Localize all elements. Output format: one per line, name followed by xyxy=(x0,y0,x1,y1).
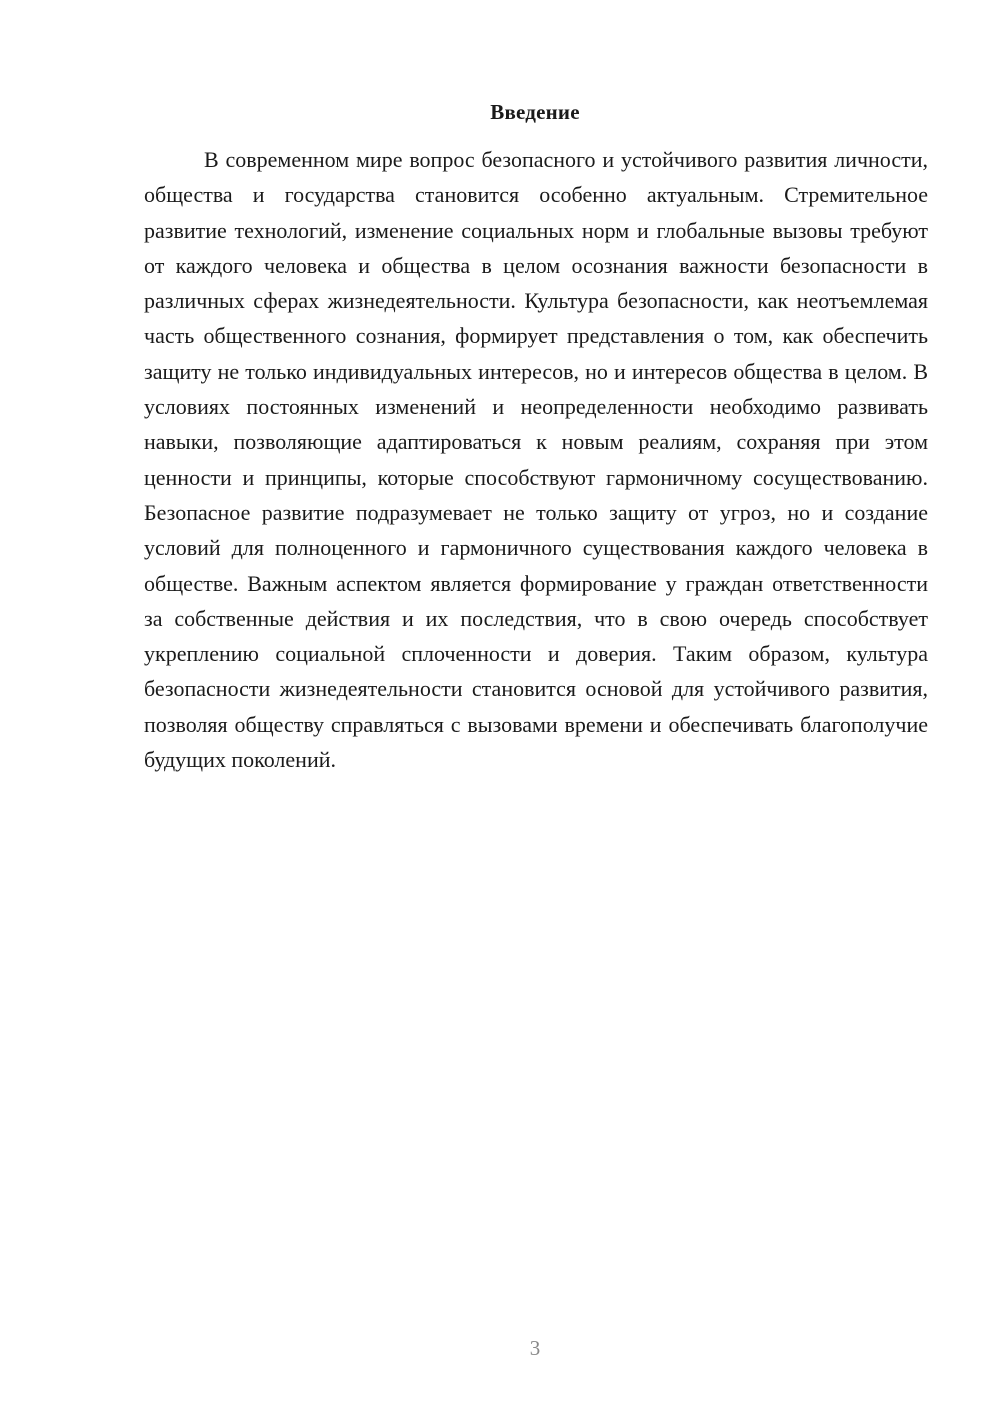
section-heading: Введение xyxy=(490,100,580,124)
intro-paragraph: В современном мире вопрос безопасного и устойчивого развития личности, общества и государства становится особенно актуальным. Стремительное развитие технологий, изменение социальных норм и глобальные вызовы требуют от каждого человека и общества в целом осознания важности безопасности в различных сферах жизнедеятельности. Культура безопасности, как неотъемлемая часть общественного сознания, формирует представления о том, как обеспечить защиту не только индивидуальных интересов, но и интересов общества в целом. В условиях постоянных изменений и неопределенности необходимо развивать навыки, позволяющие адаптироваться к новым реалиям, сохраняя при этом ценности и принципы, которые способствуют гармоничному сосуществованию. Безопасное развитие подразумевает не только защиту от угроз, но и создание условий для полноценного и гармоничного существования каждого человека в обществе. Важным аспектом является формирование у граждан ответственности за собственные действия и их последствия, что в свою очередь способствует укреплению социальной сплоченности и доверия. Таким образом, культура безопасности жизнедеятельности становится основой для устойчивого развития, позволяя обществу справляться с вызовами времени и обеспечивать благополучие будущих поколений. xyxy=(144,147,928,773)
page-number: 3 xyxy=(529,1336,541,1360)
